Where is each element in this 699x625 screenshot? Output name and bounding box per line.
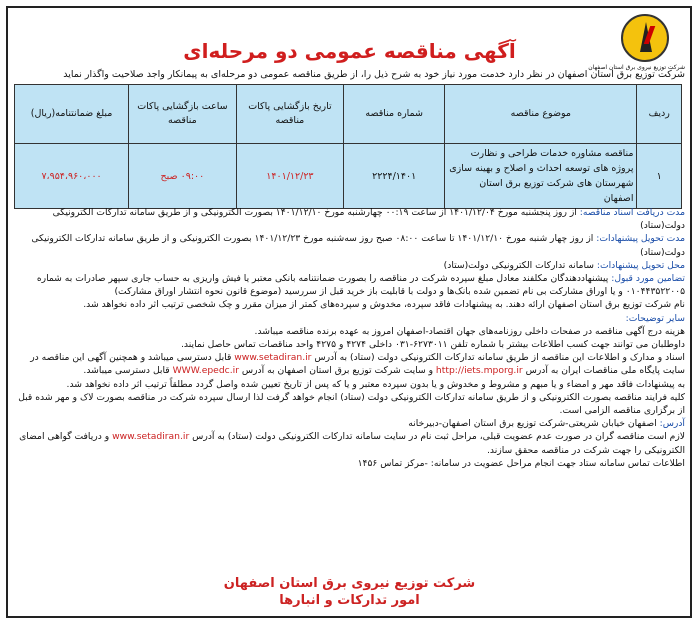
text: از روز چهار شنبه مورخ ۱۴۰۱/۱۲/۱۰ تا ساعت ۰۸:۰۰ صبح روز سه‌شنبه مورخ ۱۴۰۱/۱۲/۲۳ بصورت الکترونیکی و از طریق سامانه تدارکات الکترونیکی دولت(ستاد) — [31, 233, 685, 258]
logo-emblem-icon — [621, 14, 669, 62]
text: و دریافت گواهی امضای الکترونیکی را جهت شرکت در مناقصه محقق سازند. — [19, 431, 685, 456]
signature — [200, 575, 499, 609]
accepted-guarantees — [14, 272, 685, 298]
setad-link[interactable]: www.setadiran.ir — [234, 352, 312, 364]
contact-note: داوطلبان می توانند جهت کسب اطلاعات بیشتر با شماره تلفن ۶۲۷۳۰۱۱-۰۳۱ داخلی ۴۲۷۴ و ۴۲۷۵ واحد مناقصات تماس حاصل نمایند. — [181, 339, 685, 351]
logo — [588, 14, 685, 76]
header-guarantee-amount: مبلغ ضمانتنامه(ریال) — [15, 85, 129, 144]
doc-receipt-period — [14, 206, 685, 232]
label: محل تحویل پیشنهادات: — [596, 259, 685, 271]
bid-delivery-place — [14, 259, 685, 272]
header-subject: موضوع مناقصه — [445, 85, 637, 144]
label: سایر توضیحات: — [625, 312, 685, 324]
guarantee-note: نام شرکت توزیع برق استان اصفهان ارائه دهند. به پیشنهادات فاقد سپرده، مخدوش و سپرده‌های کمتر از میزان مقرر و چک شخصی ترتیب اثر داده نخواهد شد. — [83, 299, 685, 311]
logo-caption: شرکت توزیع نیروی برق استان اصفهان — [588, 64, 685, 71]
ad-cost-note: هزینه درج آگهی مناقصه در صفحات داخلی روزنامه‌های جهان اقتصاد-اصفهان امروز به عهده برنده مناقصه میباشد. — [254, 325, 685, 337]
page-title: آگهی مناقصه عمومی دو مرحله‌ای — [183, 39, 516, 63]
label: مدت تحویل پیشنهادات: — [596, 233, 685, 245]
tender-table — [14, 84, 682, 209]
cell-open-date: ۱۴۰۱/۱۲/۲۳ — [236, 144, 344, 209]
text: قابل دسترسی میباشد و همچنین آگهی این مناقصه در سایت پایگاه ملی مناقصات ایران به آدرس — [30, 352, 685, 377]
documents-access-note — [14, 351, 685, 377]
header-open-time: ساعت بازگشایی پاکات مناقصه — [129, 85, 237, 144]
address — [14, 417, 685, 430]
text: اسناد و مدارک و اطلاعات این مناقصه از طریق سامانه تدارکات الکترونیکی دولت (ستاد) به آدرس — [311, 352, 685, 364]
table-row — [15, 144, 682, 209]
text: از روز پنجشنبه مورخ ۱۴۰۱/۱۲/۰۴ از ساعت ۰۰:۱۹ چهارشنبه مورخ ۱۴۰۱/۱۲/۱۰ بصورت الکترونیکی و از طریق سامانه تدارکات الکترونیکی دولت(ستاد) — [52, 207, 685, 232]
label: آدرس: — [659, 418, 685, 430]
intro-text: شرکت توزیع برق استان اصفهان در نظر دارد خدمت مورد نیاز خود به شرح ذیل را، از طریق مناقصه عمومی دو مرحله‌ای به پیمانکار واجد صلاحیت واگذار نماید — [63, 69, 685, 80]
table-header-row — [15, 85, 682, 144]
registration-note — [14, 430, 685, 456]
text: لازم است مناقصه گران در صورت عدم عضویت قبلی، مراحل ثبت نام در سایت سامانه تدارکات الکترونیکی دولت (ستاد) به آدرس — [189, 431, 685, 443]
invalid-bids-note: به پیشنهادات فاقد مهر و امضاء و یا مبهم و مشروط و مخدوش و یا بدون سپرده معتبر و یا که پس از تاریخ تعیین شده واصل گردد مطلقاً ترتیب اثر داده نخواهد شد. — [66, 378, 685, 390]
iets-link[interactable]: http://iets.mporg.ir — [435, 365, 523, 377]
header-tender-number: شماره مناقصه — [344, 85, 445, 144]
cell-guarantee-amount: ۷،۹۵۴،۹۶۰،۰۰۰ — [15, 144, 129, 209]
ad-body — [14, 206, 685, 470]
signature-department: امور تدارکات و انبارها — [279, 593, 420, 608]
text: قابل دسترسی میباشد. — [83, 365, 173, 377]
other-notes-heading — [14, 312, 685, 325]
text: پیشنهاددهندگان مکلفند معادل مبلغ سپرده شرکت در مناقصه را بصورت ضمانتنامه بانکی معتبر یا فیش واریزی به حساب جاری سپهر صادرات به شماره ۰۱۰۴۴۳۵۲۲۰۰۵ و یا اوراق مشارکت بی نام تضمین شده بانک‌ها و دولت با قابلیت باز خرید قبل از سررسید (موضوع قانون نحوه انتشار اوراق مشارکت) — [36, 273, 685, 298]
setad-link-2[interactable]: www.setadiran.ir — [112, 431, 190, 443]
cell-tender-number: ۲۲۲۴/۱۴۰۱ — [344, 144, 445, 209]
header-open-date: تاریخ بازگشایی پاکات مناقصه — [236, 85, 344, 144]
text: اصفهان خیابان شریعتی-شرکت توزیع برق استان اصفهان-دبیرخانه — [408, 418, 660, 430]
header-row-number: ردیف — [637, 85, 682, 144]
label: تضامین مورد قبول: — [611, 273, 685, 285]
bid-delivery-period — [14, 232, 685, 258]
electronic-process-note: کلیه فرایند مناقصه بصورت الکترونیکی و از طریق سامانه تدارکات الکترونیکی دولت (ستاد) انجام خواهد گرفت لذا ارسال سپرده شرکت در مناقصه بصورت لاک و مهر شده قبل از برگزاری مناقصه الزامی است. — [18, 391, 685, 417]
text: و سایت شرکت توزیع برق استان اصفهان به آدرس — [238, 365, 436, 377]
signature-company: شرکت توزیع نیروی برق استان اصفهان — [223, 576, 476, 591]
cell-row-number: ۱ — [637, 144, 682, 209]
text: سامانه تدارکات الکترونیکی دولت(ستاد) — [443, 259, 597, 271]
cell-open-time: ۰۹:۰۰ صبح — [129, 144, 237, 209]
label: مدت دریافت اسناد مناقصه: — [579, 207, 685, 218]
setad-contact-note: اطلاعات تماس سامانه ستاد جهت انجام مراحل عضویت در سامانه: -مرکز تماس ۱۴۵۶ — [357, 457, 685, 469]
cell-subject: مناقصه مشاوره خدمات طراحی و نظارت پروژه های توسعه احداث و اصلاح و بهینه سازی شهرستان های شرکت توزیع برق استان اصفهان — [445, 144, 637, 209]
epedc-link[interactable]: WWW.epedc.ir — [172, 365, 239, 377]
